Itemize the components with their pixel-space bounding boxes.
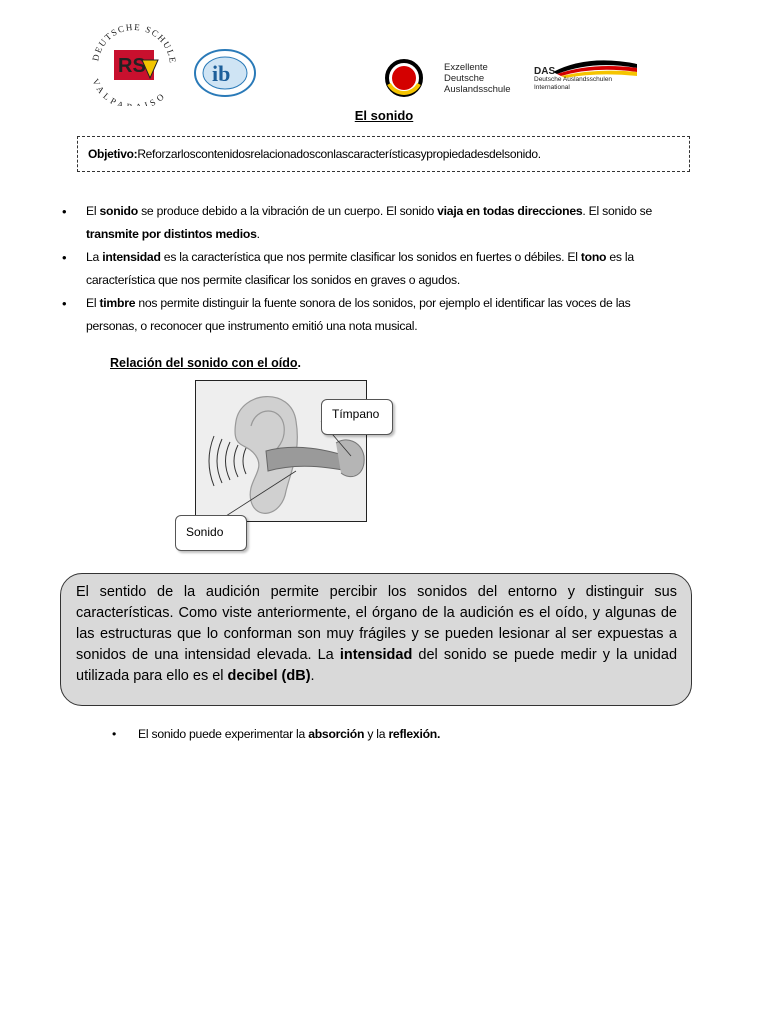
text-run: La bbox=[86, 250, 103, 264]
page-title: El sonido bbox=[354, 108, 414, 123]
svg-text:RS: RS bbox=[118, 55, 146, 77]
text-run: . bbox=[310, 668, 315, 684]
ib-logo bbox=[192, 48, 258, 98]
audition-info-box bbox=[60, 573, 692, 706]
text-run: El sentido de la audición permite percibir los sonidos del entorno y distinguir sus características. Como viste anteriormente, el órgano de la audición es el oído, y algunas de las estructuras que lo conforman son muy frágiles y se pueden lesionar al ser expuestas a sonidos de una intensidad elevada. La bbox=[76, 584, 677, 663]
bullet-timbre bbox=[58, 292, 678, 338]
callout-timpano: Tímpano bbox=[321, 399, 393, 435]
ib-logo-text: ib bbox=[212, 61, 231, 86]
bold-text-run: sonido bbox=[99, 204, 138, 218]
objective-box bbox=[77, 136, 690, 172]
excellence-logo-text: Exzellente Deutsche Auslandsschule bbox=[444, 62, 511, 95]
bold-text-run: absorción bbox=[308, 727, 365, 741]
text-run: y la bbox=[364, 727, 389, 741]
school-logo bbox=[84, 20, 184, 106]
bold-text-run: decibel (dB) bbox=[227, 668, 311, 684]
bullet-intensidad-tono bbox=[58, 246, 678, 292]
bold-text-run: tono bbox=[580, 250, 607, 264]
text-run: es la característica que nos permite clasificar los sonidos en fuertes o débiles. El bbox=[160, 250, 581, 264]
text-run: nos permite distinguir la fuente sonora de los sonidos, por ejemplo el identificar las voces de las personas, o reconocer que instrumento emitió una nota musical. bbox=[86, 296, 631, 333]
section-subtitle: Relación del sonido con el oído. bbox=[110, 356, 302, 370]
das-logo-big-text: DAS bbox=[534, 66, 556, 77]
text-run: El bbox=[86, 204, 100, 218]
bold-text-run: intensidad bbox=[102, 250, 161, 264]
bold-text-run: viaja en todas direcciones bbox=[437, 204, 583, 218]
text-run: se produce debido a la vibración de un cuerpo. El sonido bbox=[137, 204, 438, 218]
bold-text-run: timbre bbox=[99, 296, 136, 310]
text-run: El sonido puede experimentar la bbox=[138, 727, 309, 741]
objective-text: Reforzarloscontenidosrelacionadosconlascaracterísticasypropiedadesdelsonido. bbox=[137, 147, 541, 161]
text-run: El bbox=[86, 296, 100, 310]
text-run: del sonido se puede medir y la unidad utilizada para ello es el bbox=[76, 647, 678, 684]
objective-label: Objetivo: bbox=[88, 147, 138, 161]
school-logo-bottom-text: VALPA ISO bbox=[90, 77, 168, 106]
excellence-logo-icon bbox=[384, 58, 424, 98]
bold-text-run: intensidad bbox=[339, 647, 413, 663]
bold-text-run: reflexión. bbox=[388, 727, 441, 741]
bullet-sonido bbox=[58, 200, 678, 246]
das-logo-small-text: Deutsche Auslandsschulen International bbox=[534, 76, 613, 91]
text-run: . bbox=[256, 227, 260, 241]
text-run: . El sonido se bbox=[582, 204, 653, 218]
callout-sonido: Sonido bbox=[175, 515, 247, 551]
school-logo-top-text: DEUTSCHE SCHULE bbox=[90, 21, 179, 65]
bold-text-run: transmite por distintos medios bbox=[86, 227, 257, 241]
bullet-absorcion-reflexion bbox=[112, 727, 440, 741]
text-run: es la característica que nos permite clasificar los sonidos en graves o agudos. bbox=[86, 250, 634, 287]
svg-text:VALPARAISO bbox=[90, 77, 167, 106]
concept-bullet-list bbox=[58, 200, 678, 338]
